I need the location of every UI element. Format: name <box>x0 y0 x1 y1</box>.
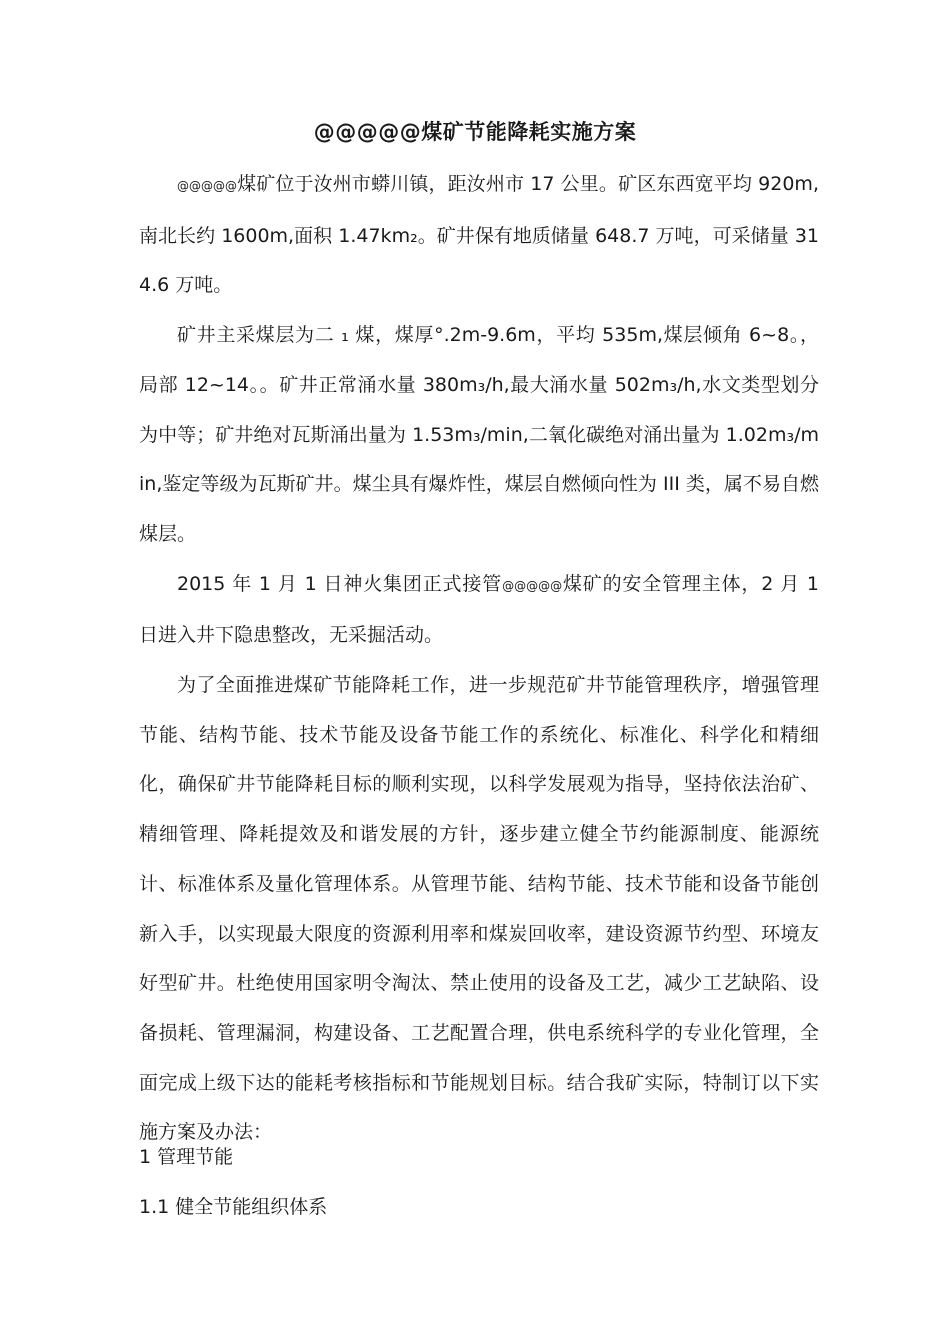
paragraph-objectives: 为了全面推进煤矿节能降耗工作，进一步规范矿井节能管理秩序，增强管理节能、结构节能、技术节能及设备节能工作的系统化、标准化、科学化和精细化，确保矿井节能降耗目标的顺利实现，以科学发展观为指导，坚持依法治矿、精细管理、降耗提效及和谐发展的方针，逐步建立健全节约能源制度、能源统计、标准体系及量化管理体系。从管理节能、结构节能、技术节能和设备节能创新入手，以实现最大限度的资源利用率和煤炭回收率，建设资源节约型、环境友好型矿井。杜绝使用国家明令淘汰、禁止使用的设备及工艺，减少工艺缺陷、设备损耗、管理漏洞，构建设备、工艺配置合理，供电系统科学的专业化管理，全面完成上级下达的能耗考核指标和节能规划目标。结合我矿实际，特制订以下实施方案及办法： <box>139 674 819 1144</box>
document-body <box>139 160 819 1158</box>
mine-name-placeholder: @@@@@ <box>177 179 237 193</box>
mine-name-placeholder-inline: @@@@@ <box>502 578 563 593</box>
paragraph-takeover-text-before: 2015 年 1 月 1 日神火集团正式接管 <box>177 572 503 595</box>
paragraph-geology: 矿井主采煤层为二 ₁ 煤，煤厚°.2m-9.6m，平均 535m,煤层倾角 6~8。，局部 12~14。。矿井正常涌水量 380m₃/h,最大涌水量 502m₃/h,水文类型划分为中等；矿井绝对瓦斯涌出量为 1.53m₃/min,二氧化碳绝对涌出量为 1.02m₃/min,鉴定等级为瓦斯矿井。煤尘具有爆炸性，煤层自燃倾向性为 III 类，属不易自燃煤层。 <box>139 324 819 545</box>
section-heading-1: 1 管理节能 <box>139 1146 234 1168</box>
paragraph-takeover-text-after: 煤矿的安全管理主体，2 月 1 日进入井下隐患整改，无采掘活动。 <box>139 572 819 647</box>
document-title: @@@@@煤矿节能降耗实施方案 <box>313 120 637 144</box>
paragraph-takeover <box>139 560 819 661</box>
paragraph-location-text: 煤矿位于汝州市蟒川镇，距汝州市 17 公里。矿区东西宽平均 920m,南北长约 1600m,面积 1.47km₂。矿井保有地质储量 648.7 万吨，可采储量 314.6 万吨。 <box>139 173 819 297</box>
paragraph-location <box>139 160 819 311</box>
section-heading-1-1: 1.1 健全节能组织体系 <box>139 1196 328 1218</box>
